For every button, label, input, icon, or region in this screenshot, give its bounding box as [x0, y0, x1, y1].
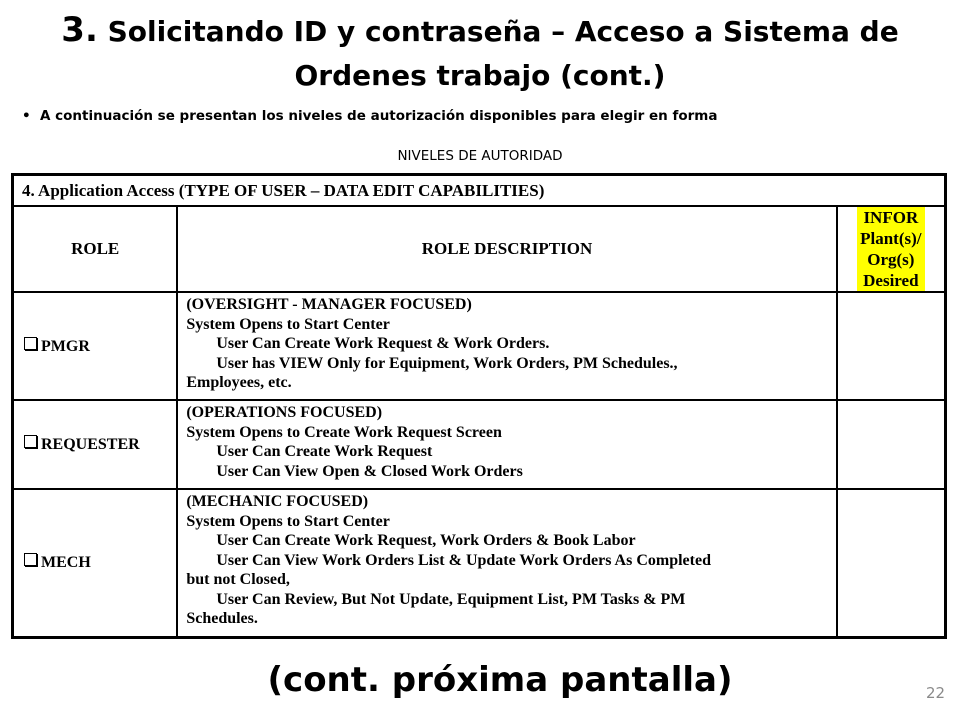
description-line: Schedules. — [186, 610, 258, 627]
role-label: REQUESTER — [41, 436, 140, 453]
description-line: (OPERATIONS FOCUSED) — [186, 404, 383, 421]
table-row — [13, 489, 946, 637]
title-number: 3. — [61, 10, 98, 50]
bullet-text: A continuación se presentan los niveles de autorización disponibles para elegir en forma — [40, 108, 718, 124]
description-line: but not Closed, — [186, 571, 290, 588]
table-row — [13, 400, 946, 489]
description-line: User Can Create Work Request — [216, 443, 433, 460]
description-line: User Can Create Work Request, Work Orders & Book Labor — [216, 532, 636, 549]
description-line: Employees, etc. — [186, 374, 292, 391]
role-cell — [13, 489, 178, 637]
infor-line: Org(s) — [867, 250, 915, 269]
infor-highlight — [857, 207, 925, 291]
checkbox-icon[interactable] — [24, 553, 37, 566]
infor-line: INFOR — [863, 208, 919, 227]
description-line: System Opens to Start Center — [186, 315, 390, 333]
role-description — [177, 489, 836, 637]
column-header-description: ROLE DESCRIPTION — [177, 206, 836, 292]
title-text: Solicitando ID y contraseña – Acceso a Sistema de Ordenes trabajo (cont.) — [107, 15, 899, 92]
description-line: System Opens to Create Work Request Screen — [186, 423, 502, 441]
description-line: (MECHANIC FOCUSED) — [186, 493, 369, 510]
role-description — [177, 400, 836, 489]
slide-title — [40, 8, 920, 98]
role-label: PMGR — [41, 337, 90, 355]
authority-table — [11, 173, 947, 639]
page-number: 22 — [926, 684, 946, 702]
bullet-icon: • — [22, 108, 31, 124]
table-row — [13, 292, 946, 400]
role-description — [177, 292, 836, 400]
infor-line: Desired — [863, 271, 919, 290]
table-subtitle: NIVELES DE AUTORIDAD — [397, 148, 563, 164]
infor-input-cell[interactable] — [837, 292, 946, 400]
continuation-note: (cont. próxima pantalla) — [267, 660, 733, 700]
infor-input-cell[interactable] — [837, 489, 946, 637]
description-line: User Can Create Work Request & Work Orders. — [216, 335, 550, 352]
column-header-role: ROLE — [13, 206, 178, 292]
description-line: User has VIEW Only for Equipment, Work Orders, PM Schedules., — [216, 354, 678, 372]
description-line: User Can Review, But Not Update, Equipment List, PM Tasks & PM — [216, 590, 686, 608]
role-cell — [13, 400, 178, 489]
description-line: User Can View Open & Closed Work Orders — [216, 462, 523, 480]
checkbox-icon[interactable] — [24, 337, 37, 350]
description-line: System Opens to Start Center — [186, 512, 390, 530]
infor-input-cell[interactable] — [837, 400, 946, 489]
role-label: MECH — [41, 554, 91, 572]
description-line: (OVERSIGHT - MANAGER FOCUSED) — [186, 296, 472, 313]
checkbox-icon[interactable] — [24, 435, 37, 448]
column-header-infor — [837, 206, 946, 292]
table-header: 4. Application Access (TYPE OF USER – DATA EDIT CAPABILITIES) — [13, 175, 946, 207]
bullet-point — [22, 108, 922, 124]
role-cell — [13, 292, 178, 400]
infor-line: Plant(s)/ — [860, 229, 922, 248]
description-line: User Can View Work Orders List & Update Work Orders As Completed — [216, 551, 711, 569]
